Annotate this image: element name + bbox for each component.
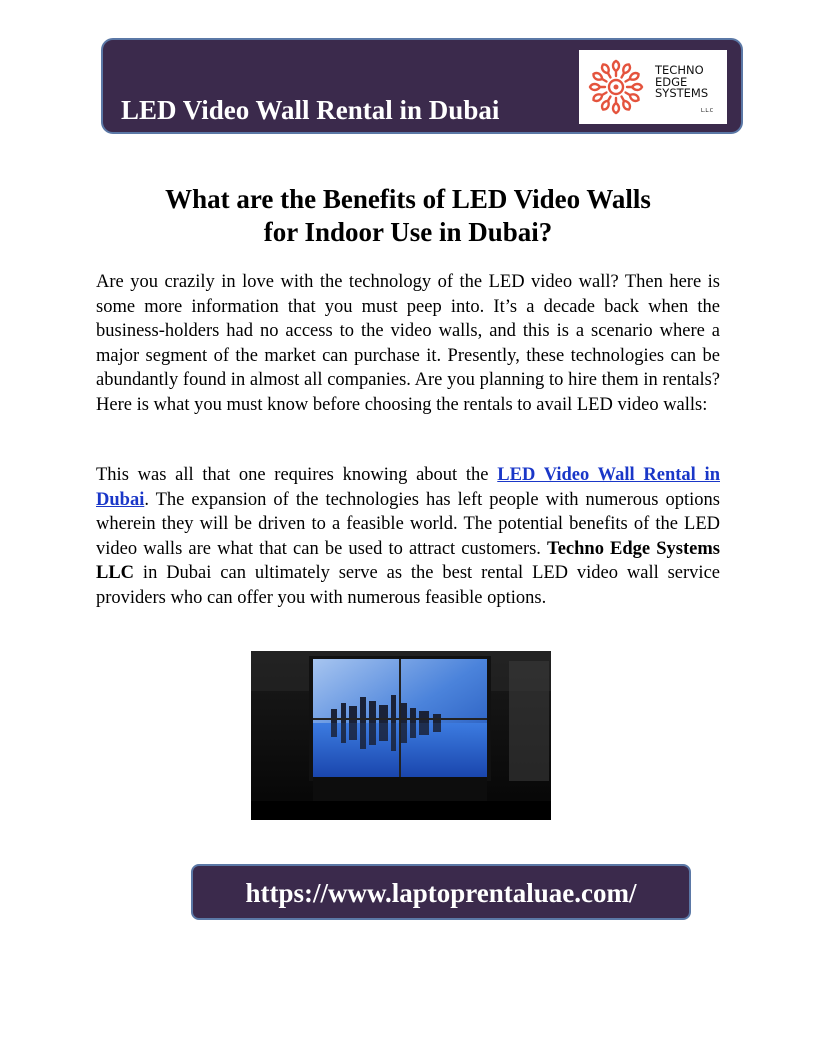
logo-mark-icon — [585, 57, 647, 117]
logo-line-2: EDGE — [655, 74, 688, 89]
article-heading — [96, 183, 720, 249]
header-title: LED Video Wall Rental in Dubai — [121, 95, 500, 125]
heading-line-1: What are the Benefits of LED Video Walls — [165, 184, 651, 214]
video-wall-illustration — [251, 651, 551, 820]
logo-line-3: SYSTEMS — [655, 86, 709, 100]
led-video-wall-rental-link[interactable]: LED Video Wall Rental in Dubai — [96, 465, 720, 510]
led-video-wall-photo — [251, 651, 551, 820]
website-url-link[interactable]: https://www.laptoprentaluae.com/ — [245, 878, 637, 908]
footer-url-banner — [191, 864, 691, 920]
paragraph-text-middle: . The expansion of the technologies has left people with numerous options wherein they will be driven to a feasible world. The potential benefits of the LED video walls are what that can be used to attract customers. — [96, 489, 720, 559]
paragraph-intro: Are you crazily in love with the technology of the LED video wall? Then here is some more information that you must peep into. It’s a decade back when the business-holders had no access to the video walls, and this is a scenario where a major segment of the market can purchase it. Presently, these technologies can be abundantly found in almost all companies. Are you planning to hire them in rentals? Here is what you must know before choosing the rentals to avail LED video walls: — [96, 272, 720, 415]
company-name: Techno Edge Systems LLC — [96, 538, 720, 583]
heading-line-2: for Indoor Use in Dubai? — [263, 217, 553, 247]
paragraph-conclusion — [96, 463, 720, 610]
logo-wordmark — [655, 65, 708, 100]
company-logo — [579, 50, 727, 124]
paragraph-text-start: This was all that one requires knowing about the — [96, 465, 498, 485]
logo-line-1: TECHNO — [655, 63, 704, 77]
logo-suffix: L.L.C — [701, 108, 714, 114]
header-banner — [101, 38, 743, 134]
paragraph-text-end: in Dubai can ultimately serve as the best rental LED video wall service providers who can offer you with numerous feasible options. — [96, 563, 720, 608]
